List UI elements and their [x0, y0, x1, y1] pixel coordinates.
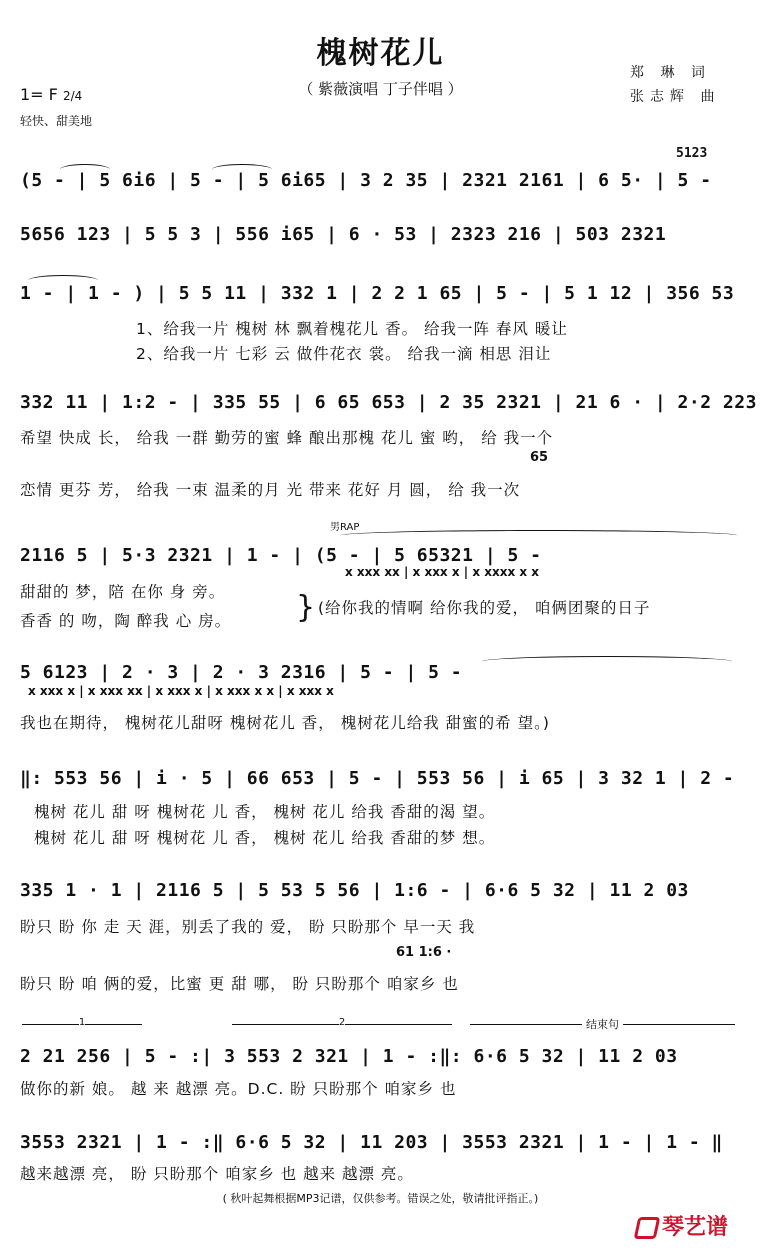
- lyric-row-4-verse-2: 恋情 更芬 芳， 给我 一束 温柔的月 光 带来 花好 月 圆， 给 我一次: [20, 481, 521, 499]
- time-signature: 2/4: [62, 89, 83, 103]
- rap-rhythm-row-6: x xxx x | x xxx xx | x xxx x | x xxx x x | x xxx x: [28, 684, 334, 698]
- lyric-row-4-verse-1: 希望 快成 长， 给我 一群 勤劳的蜜 蜂 酿出那槐 花儿 蜜 哟， 给 我一个: [20, 429, 554, 447]
- lyric-row-5-verse-2: 香香 的 吻，陶 醉我 心 房。: [20, 612, 232, 630]
- lyricist-credit: 郑 琳 词: [630, 65, 711, 81]
- rap-rhythm-row-5: x xxx xx | x xxx x | x xxxx x x: [345, 565, 540, 579]
- lyric-row-10: 越来越漂 亮， 盼 只盼那个 咱家乡 也 越来 越漂 亮。: [20, 1165, 414, 1183]
- song-title: 槐树花儿: [316, 36, 445, 71]
- logo-icon: [634, 1217, 661, 1239]
- notation-row-2: 5656 123 | 5 5 3 | 556 i65 | 6 · 53 | 2323 216 | 503 2321: [20, 224, 667, 245]
- performers: （ 紫薇演唱 丁子伴唱 ）: [298, 80, 463, 98]
- lyric-row-7-verse-1: 槐树 花儿 甜 呀 槐树花 儿 香， 槐树 花儿 给我 香甜的渴 望。: [34, 803, 496, 821]
- alternate-notes: 61 1:6 ·: [396, 945, 452, 960]
- volta-1-label: 1: [78, 1017, 86, 1028]
- lyric-row-3-verse-1: 1、给我一片 槐树 林 飘着槐花儿 香。 给我一阵 春风 暖让: [136, 320, 568, 338]
- coda-section: [470, 1018, 735, 1041]
- key-label: 1= F: [20, 85, 58, 104]
- notation-row-1: (5 - | 5 6i6 | 5 - | 5 6i65 | 3 2 35 | 2321 2161 | 6 5· | 5 -: [20, 170, 712, 191]
- transcription-note: ( 秋叶起舞根据MP3记谱，仅供参考。错误之处，敬请批评指正。): [222, 1192, 539, 1205]
- volta-2-label: 2: [338, 1017, 346, 1028]
- notation-row-9: 2 21 256 | 5 - :| 3 553 2 321 | 1 - :‖: 6·6 5 32 | 11 2 03: [20, 1046, 678, 1067]
- slur: [340, 530, 738, 541]
- notation-row-3: 1 - | 1 - ) | 5 5 11 | 332 1 | 2 2 1 65 | 5 - | 5 1 12 | 356 53: [20, 283, 735, 304]
- notation-row-8: 335 1 · 1 | 2116 5 | 5 53 5 56 | 1:6 - | 6·6 5 32 | 11 2 03: [20, 880, 689, 901]
- notation-row-7: ‖: 553 56 | i · 5 | 66 653 | 5 - | 553 56 | i 65 | 3 32 1 | 2 -: [20, 768, 735, 789]
- volta-2: [232, 1017, 452, 1036]
- lyric-row-8-verse-1: 盼只 盼 你 走 天 涯，别丢了我的 爱， 盼 只盼那个 早一天 我: [20, 918, 476, 936]
- notation-row-6: 5 6123 | 2 · 3 | 2 · 3 2316 | 5 - | 5 -: [20, 662, 463, 683]
- coda-label: 结束句: [582, 1018, 623, 1031]
- site-logo[interactable]: [636, 1210, 728, 1241]
- composer-credit: 张志辉 曲: [630, 89, 721, 105]
- lyric-row-7-verse-2: 槐树 花儿 甜 呀 槐树花 儿 香， 槐树 花儿 给我 香甜的梦 想。: [34, 829, 496, 847]
- lyric-row-9: 做你的新 娘。 越 来 越漂 亮。D.C. 盼 只盼那个 咱家乡 也: [20, 1080, 457, 1098]
- grace-notes: 5123: [676, 146, 708, 161]
- rap-label: 男RAP: [330, 522, 360, 533]
- key-signature: [20, 85, 82, 104]
- verse-brace: }: [296, 590, 316, 625]
- lyric-row-3-verse-2: 2、给我一片 七彩 云 做件花衣 裳。 给我一滴 相思 泪让: [136, 345, 552, 363]
- rap-lyric-row-5: (给你我的情啊 给你我的爱， 咱俩团聚的日子: [318, 599, 651, 617]
- lyric-row-5-verse-1: 甜甜的 梦，陪 在你 身 旁。: [20, 583, 226, 601]
- volta-1: [22, 1017, 142, 1036]
- alternate-notes: 65: [530, 450, 549, 465]
- notation-row-10: 3553 2321 | 1 - :‖ 6·6 5 32 | 11 203 | 3553 2321 | 1 - | 1 - ‖: [20, 1132, 723, 1153]
- notation-row-5: 2116 5 | 5·3 2321 | 1 - | (5 - | 5 65321 | 5 -: [20, 545, 542, 566]
- logo-text: 琴艺谱: [662, 1215, 729, 1240]
- notation-row-4: 332 11 | 1:2 - | 335 55 | 6 65 653 | 2 35 2321 | 21 6 · | 2·2 223: [20, 392, 757, 413]
- tempo-marking: 轻快、甜美地: [20, 114, 93, 128]
- lyric-row-6: 我也在期待， 槐树花儿甜呀 槐树花儿 香， 槐树花儿给我 甜蜜的希 望。): [20, 714, 550, 732]
- lyric-row-8-verse-2: 盼只 盼 咱 俩的爱，比蜜 更 甜 哪， 盼 只盼那个 咱家乡 也: [20, 975, 459, 993]
